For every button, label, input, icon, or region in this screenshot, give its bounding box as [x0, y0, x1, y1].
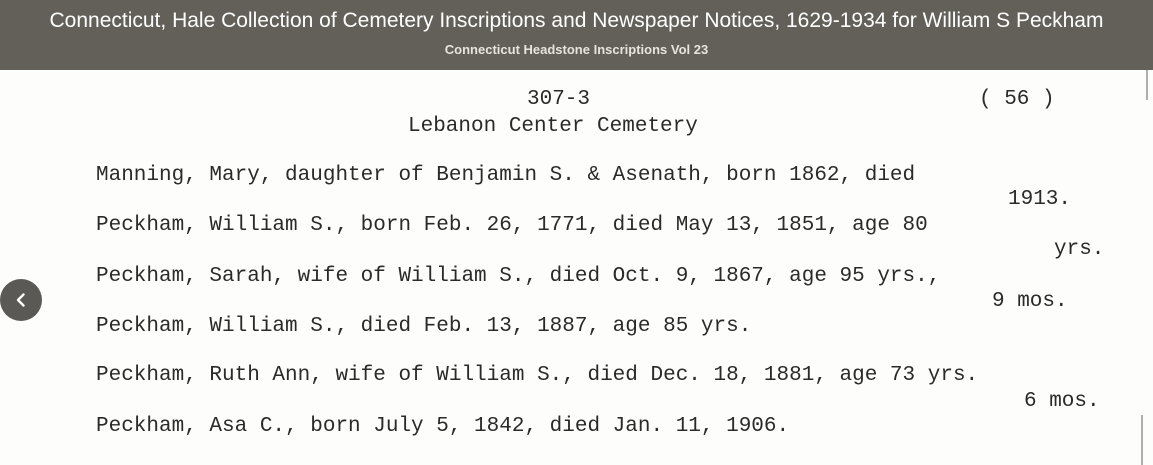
- inscription-continuation: 9 mos.: [992, 290, 1068, 313]
- document-image: [0, 70, 1153, 465]
- inscription-continuation: 1913.: [1008, 188, 1072, 211]
- page-number: ( 56 ): [979, 88, 1055, 111]
- inscription-line: Manning, Mary, daughter of Benjamin S. & Asenath, born 1862, died: [96, 164, 916, 187]
- inscription-line: Peckham, Ruth Ann, wife of William S., died Dec. 18, 1881, age 73 yrs.: [96, 364, 979, 387]
- viewer-header: [0, 0, 1153, 70]
- inscription-line: Peckham, Sarah, wife of William S., died Oct. 9, 1867, age 95 yrs.,: [96, 265, 941, 288]
- inscription-line: Peckham, William S., died Feb. 13, 1887, age 85 yrs.: [96, 315, 752, 338]
- page-edge-mark: [1141, 415, 1143, 465]
- page-edge-mark: [1146, 70, 1148, 100]
- chevron-left-icon: [13, 292, 29, 308]
- page-code: 307-3: [527, 88, 591, 111]
- inscription-line: Peckham, William S., born Feb. 26, 1771, died May 13, 1851, age 80: [96, 214, 928, 237]
- inscription-line: Peckham, Asa C., born July 5, 1842, died Jan. 11, 1906.: [96, 415, 790, 438]
- record-subtitle: Connecticut Headstone Inscriptions Vol 23: [444, 42, 709, 57]
- record-title: Connecticut, Hale Collection of Cemetery Inscriptions and Newspaper Notices, 1629-1934 for William S Peckham: [49, 9, 1104, 32]
- cemetery-name: Lebanon Center Cemetery: [408, 115, 698, 138]
- previous-image-button[interactable]: [0, 279, 42, 321]
- inscription-continuation: 6 mos.: [1024, 390, 1100, 413]
- inscription-continuation: yrs.: [1054, 238, 1105, 261]
